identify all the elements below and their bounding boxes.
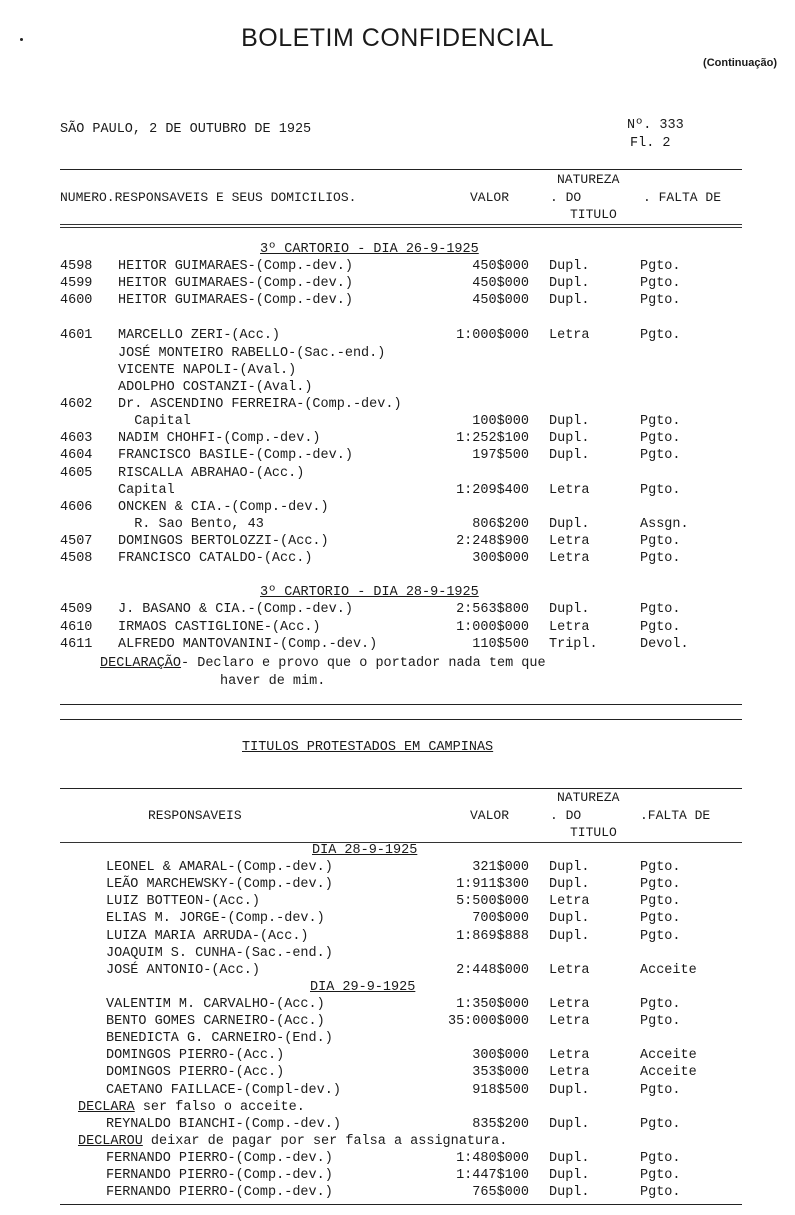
table-row (0, 276, 795, 293)
row-name: VICENTE NAPOLI-(Aval.) (118, 363, 297, 378)
row-natureza: Letra (549, 1014, 590, 1029)
col-valor: VALOR (470, 190, 510, 205)
declarou-label: DECLAROU (78, 1134, 143, 1149)
row-valor: 765$000 (472, 1185, 529, 1200)
row-valor: 450$000 (472, 276, 529, 291)
declarou-line (78, 1134, 507, 1149)
row-valor: 2:248$900 (456, 534, 529, 549)
table-row (0, 397, 795, 414)
col-falta: . FALTA DE (643, 190, 722, 205)
row-valor: 450$000 (472, 259, 529, 274)
row-name: LEÃO MARCHEWSKY-(Comp.-dev.) (106, 877, 333, 892)
row-name: FERNANDO PIERRO-(Comp.-dev.) (106, 1185, 333, 1200)
row-name: HEITOR GUIMARAES-(Comp.-dev.) (118, 259, 353, 274)
row-valor: 1:252$100 (456, 431, 529, 446)
row-falta: Pgto. (640, 929, 681, 944)
col2-natureza: NATUREZA (557, 790, 620, 805)
row-falta: Acceite (640, 963, 697, 978)
table-row (0, 363, 795, 380)
row-natureza: Dupl. (549, 1168, 590, 1183)
row-falta: Pgto. (640, 431, 681, 446)
row-name: DOMINGOS PIERRO-(Acc.) (106, 1048, 285, 1063)
col-natureza-titulo: TITULO (570, 207, 617, 222)
row-falta: Pgto. (640, 1168, 681, 1183)
row-name: ELIAS M. JORGE-(Comp.-dev.) (106, 911, 325, 926)
row-natureza: Dupl. (549, 877, 590, 892)
row-name: BENTO GOMES CARNEIRO-(Acc.) (106, 1014, 325, 1029)
table-row (0, 1031, 795, 1048)
table-row (0, 328, 795, 345)
row-name: JOSÉ ANTONIO-(Acc.) (106, 963, 260, 978)
row-valor: 2:563$800 (456, 602, 529, 617)
row-natureza: Dupl. (549, 860, 590, 875)
col2-responsaveis: RESPONSAVEIS (148, 808, 242, 823)
section-cartorio-28: 3º CARTORIO - DIA 28-9-1925 (260, 585, 479, 600)
row-falta: Pgto. (640, 894, 681, 909)
row-falta: Pgto. (640, 911, 681, 926)
row-falta: Pgto. (640, 877, 681, 892)
table-row (0, 860, 795, 877)
col2-valor: VALOR (470, 808, 510, 823)
rule (60, 227, 742, 228)
table-row (0, 414, 795, 431)
table-row (0, 483, 795, 500)
table-row (0, 997, 795, 1014)
row-natureza: Letra (549, 1048, 590, 1063)
row-name: VALENTIM M. CARVALHO-(Acc.) (106, 997, 325, 1012)
row-falta: Pgto. (640, 602, 681, 617)
row-valor: 1:000$000 (456, 328, 529, 343)
rule (60, 224, 742, 225)
table-row (0, 551, 795, 568)
table-row (0, 620, 795, 637)
row-number: 4605 (60, 466, 93, 481)
row-valor: 918$500 (472, 1083, 529, 1098)
table-row (0, 517, 795, 534)
section-dia-29: DIA 29-9-1925 (310, 980, 416, 995)
row-valor: 35:000$000 (447, 1014, 529, 1029)
row-falta: Pgto. (640, 328, 681, 343)
row-name: FERNANDO PIERRO-(Comp.-dev.) (106, 1168, 333, 1183)
rule (60, 169, 742, 170)
row-name: IRMAOS CASTIGLIONE-(Acc.) (118, 620, 321, 635)
row-falta: Pgto. (640, 414, 681, 429)
table-row (0, 466, 795, 483)
row-valor: 5:500$000 (456, 894, 529, 909)
row-natureza: Dupl. (549, 448, 590, 463)
row-name: MARCELLO ZERI-(Acc.) (118, 328, 281, 343)
row-natureza: Letra (549, 551, 590, 566)
row-natureza: Letra (549, 620, 590, 635)
row-name: ONCKEN & CIA.-(Comp.-dev.) (118, 500, 329, 515)
declaracao-label: DECLARAÇÃO (100, 656, 182, 671)
row-falta: Pgto. (640, 448, 681, 463)
row-natureza: Dupl. (549, 911, 590, 926)
row-number: 4508 (60, 551, 93, 566)
table-row (0, 346, 795, 363)
row-name: Capital (118, 414, 191, 429)
row-name: HEITOR GUIMARAES-(Comp.-dev.) (118, 293, 353, 308)
row-name: Dr. ASCENDINO FERREIRA-(Comp.-dev.) (118, 397, 402, 412)
row-falta: Pgto. (640, 534, 681, 549)
table-row (0, 1048, 795, 1065)
row-number: 4602 (60, 397, 93, 412)
row-valor: 1:000$000 (456, 620, 529, 635)
row-natureza: Dupl. (549, 276, 590, 291)
row-falta: Pgto. (640, 620, 681, 635)
col2-falta: .FALTA DE (640, 808, 711, 823)
table-row (0, 1065, 795, 1082)
row-valor: 1:447$100 (456, 1168, 529, 1183)
row-number: 4604 (60, 448, 93, 463)
row-valor: 1:209$400 (456, 483, 529, 498)
declara-text: ser falso o acceite. (134, 1100, 305, 1115)
row-number: 4507 (60, 534, 93, 549)
row-valor: 450$000 (472, 293, 529, 308)
row-natureza: Dupl. (549, 1117, 590, 1132)
row-natureza: Letra (549, 1065, 590, 1080)
row-falta: Acceite (640, 1048, 697, 1063)
row-natureza: Dupl. (549, 1151, 590, 1166)
table-row (0, 380, 795, 397)
row-name: R. Sao Bento, 43 (118, 517, 264, 532)
row-number: 4611 (60, 637, 93, 652)
row-name: FERNANDO PIERRO-(Comp.-dev.) (106, 1151, 333, 1166)
rule (60, 1204, 742, 1205)
row-valor: 1:911$300 (456, 877, 529, 892)
bulletin-number: Nº. 333 (627, 118, 684, 133)
table-row (0, 1185, 795, 1202)
row-valor: 835$200 (472, 1117, 529, 1132)
row-natureza: Dupl. (549, 1083, 590, 1098)
row-name: JOSÉ MONTEIRO RABELLO-(Sac.-end.) (118, 346, 386, 361)
table-row (0, 431, 795, 448)
row-natureza: Letra (549, 534, 590, 549)
table-row (0, 1151, 795, 1168)
col-natureza-do: . DO (550, 190, 582, 205)
row-valor: 700$000 (472, 911, 529, 926)
table-row (0, 1117, 795, 1134)
row-natureza: Tripl. (549, 637, 598, 652)
row-natureza: Dupl. (549, 259, 590, 274)
row-valor: 353$000 (472, 1065, 529, 1080)
row-falta: Pgto. (640, 1185, 681, 1200)
row-falta: Pgto. (640, 259, 681, 274)
table-row (0, 894, 795, 911)
row-falta: Pgto. (640, 276, 681, 291)
row-valor: 100$000 (472, 414, 529, 429)
row-falta: Pgto. (640, 997, 681, 1012)
row-falta: Pgto. (640, 1014, 681, 1029)
table-row (0, 929, 795, 946)
row-falta: Pgto. (640, 860, 681, 875)
row-falta: Pgto. (640, 1083, 681, 1098)
row-falta: Pgto. (640, 293, 681, 308)
table-row (0, 602, 795, 619)
table-row (0, 911, 795, 928)
row-name: REYNALDO BIANCHI-(Comp.-dev.) (106, 1117, 341, 1132)
continuation-label: (Continuação) (703, 57, 777, 69)
col-numero-responsaveis: NUMERO.RESPONSAVEIS E SEUS DOMICILIOS. (60, 190, 357, 205)
declara-label: DECLARA (78, 1100, 135, 1115)
table-row (0, 259, 795, 276)
row-natureza: Letra (549, 997, 590, 1012)
row-name: LUIZ BOTTEON-(Acc.) (106, 894, 260, 909)
row-number: 4509 (60, 602, 93, 617)
table-row (0, 946, 795, 963)
row-falta: Assgn. (640, 517, 689, 532)
row-name: Capital (118, 483, 175, 498)
row-number: 4601 (60, 328, 93, 343)
row-name: RISCALLA ABRAHAO-(Acc.) (118, 466, 305, 481)
row-name: CAETANO FAILLACE-(Compl-dev.) (106, 1083, 341, 1098)
campinas-heading: TITULOS PROTESTADOS EM CAMPINAS (242, 740, 494, 755)
table-row (0, 963, 795, 980)
row-natureza: Letra (549, 963, 590, 978)
row-valor: 1:480$000 (456, 1151, 529, 1166)
row-number: 4606 (60, 500, 93, 515)
declaracao-text: - Declaro e provo que o portador nada tem que (181, 656, 546, 671)
row-falta: Pgto. (640, 483, 681, 498)
place-date: SÃO PAULO, 2 DE OUTUBRO DE 1925 (60, 122, 312, 137)
row-valor: 321$000 (472, 860, 529, 875)
document-title: BOLETIM CONFIDENCIAL (241, 24, 554, 52)
row-number: 4599 (60, 276, 93, 291)
row-natureza: Letra (549, 328, 590, 343)
row-name: ADOLPHO COSTANZI-(Aval.) (118, 380, 313, 395)
row-name: DOMINGOS BERTOLOZZI-(Acc.) (118, 534, 329, 549)
row-name: FRANCISCO CATALDO-(Acc.) (118, 551, 313, 566)
table-row (0, 1083, 795, 1100)
row-name: DOMINGOS PIERRO-(Acc.) (106, 1065, 285, 1080)
row-number: 4610 (60, 620, 93, 635)
table-row (0, 1168, 795, 1185)
row-name: NADIM CHOHFI-(Comp.-dev.) (118, 431, 321, 446)
sheet-number: Fl. 2 (630, 136, 671, 151)
rule (60, 788, 742, 789)
row-natureza: Letra (549, 483, 590, 498)
row-name: FRANCISCO BASILE-(Comp.-dev.) (118, 448, 353, 463)
section-cartorio-26: 3º CARTORIO - DIA 26-9-1925 (260, 242, 479, 257)
declara-line (78, 1100, 305, 1115)
row-valor: 2:448$000 (456, 963, 529, 978)
row-falta: Pgto. (640, 1151, 681, 1166)
row-name: ALFREDO MANTOVANINI-(Comp.-dev.) (118, 637, 378, 652)
row-number: 4603 (60, 431, 93, 446)
row-valor: 1:350$000 (456, 997, 529, 1012)
table-row (0, 500, 795, 517)
row-valor: 1:869$888 (456, 929, 529, 944)
declarou-text: deixar de pagar por ser falsa a assignatura. (142, 1134, 508, 1149)
declaracao-line (100, 656, 546, 671)
declaracao-text-2: haver de mim. (220, 674, 326, 689)
row-name: LUIZA MARIA ARRUDA-(Acc.) (106, 929, 309, 944)
col-natureza: NATUREZA (557, 172, 620, 187)
table-row (0, 637, 795, 654)
row-natureza: Dupl. (549, 293, 590, 308)
row-falta: Pgto. (640, 551, 681, 566)
rule (60, 719, 742, 720)
row-number: 4598 (60, 259, 93, 274)
row-natureza: Dupl. (549, 929, 590, 944)
row-valor: 300$000 (472, 1048, 529, 1063)
row-name: LEONEL & AMARAL-(Comp.-dev.) (106, 860, 333, 875)
row-falta: Devol. (640, 637, 689, 652)
row-valor: 300$000 (472, 551, 529, 566)
row-name: J. BASANO & CIA.-(Comp.-dev.) (118, 602, 353, 617)
rule (60, 704, 742, 705)
table-row (0, 448, 795, 465)
col2-natureza-titulo: TITULO (570, 825, 617, 840)
section-dia-28: DIA 28-9-1925 (312, 843, 418, 858)
row-name: HEITOR GUIMARAES-(Comp.-dev.) (118, 276, 353, 291)
table-row (0, 293, 795, 310)
row-natureza: Dupl. (549, 517, 590, 532)
row-number: 4600 (60, 293, 93, 308)
row-natureza: Dupl. (549, 1185, 590, 1200)
row-valor: 806$200 (472, 517, 529, 532)
col2-natureza-do: . DO (550, 808, 582, 823)
row-natureza: Dupl. (549, 414, 590, 429)
row-natureza: Dupl. (549, 431, 590, 446)
row-falta: Acceite (640, 1065, 697, 1080)
row-name: BENEDICTA G. CARNEIRO-(End.) (106, 1031, 333, 1046)
row-falta: Pgto. (640, 1117, 681, 1132)
row-natureza: Letra (549, 894, 590, 909)
table-row (0, 1014, 795, 1031)
row-natureza: Dupl. (549, 602, 590, 617)
row-valor: 110$500 (472, 637, 529, 652)
row-name: JOAQUIM S. CUNHA-(Sac.-end.) (106, 946, 333, 961)
table-row (0, 534, 795, 551)
table-row (0, 877, 795, 894)
row-valor: 197$500 (472, 448, 529, 463)
